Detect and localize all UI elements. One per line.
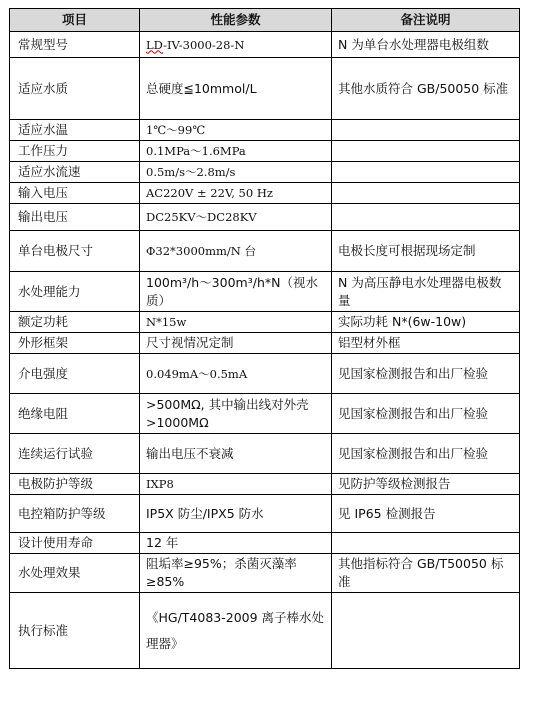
- row-item: 单台电极尺寸: [10, 231, 140, 272]
- row-note: N 为单台水处理器电极组数: [332, 32, 520, 58]
- row-note: N 为高压静电水处理器电极数量: [332, 272, 520, 312]
- row-item: 连续运行试验: [10, 434, 140, 474]
- table-row: [10, 32, 520, 58]
- header-param: 性能参数: [140, 9, 332, 32]
- row-note: [332, 120, 520, 141]
- row-note: [332, 204, 520, 231]
- row-item: 水处理能力: [10, 272, 140, 312]
- row-item: 外形框架: [10, 333, 140, 354]
- row-note: [332, 162, 520, 183]
- table-row: [10, 394, 520, 434]
- row-note: [332, 593, 520, 669]
- row-item: 电控箱防护等级: [10, 495, 140, 533]
- row-note: 见国家检测报告和出厂检验: [332, 354, 520, 394]
- row-note: 其他指标符合 GB/T50050 标准: [332, 554, 520, 593]
- table-row: [10, 495, 520, 533]
- row-param: 0.049mA～0.5mA: [140, 354, 332, 394]
- row-param: IP5X 防尘/IPX5 防水: [140, 495, 332, 533]
- row-note: [332, 183, 520, 204]
- table-row: [10, 333, 520, 354]
- row-note: [332, 533, 520, 554]
- table-row: [10, 120, 520, 141]
- row-param: 阻垢率≥95%；杀菌灭藻率≥85%: [140, 554, 332, 593]
- table-row: [10, 554, 520, 593]
- row-item: 输入电压: [10, 183, 140, 204]
- row-param: 0.5m/s～2.8m/s: [140, 162, 332, 183]
- row-param: AC220V ± 22V, 50 Hz: [140, 183, 332, 204]
- row-param: 尺寸视情况定制: [140, 333, 332, 354]
- row-param: 100m³/h～300m³/h*N（视水质）: [140, 272, 332, 312]
- row-item: 适应水温: [10, 120, 140, 141]
- table-row: [10, 312, 520, 333]
- table-row: [10, 141, 520, 162]
- table-row: [10, 231, 520, 272]
- row-note: 见国家检测报告和出厂检验: [332, 434, 520, 474]
- row-item: 输出电压: [10, 204, 140, 231]
- header-note: 备注说明: [332, 9, 520, 32]
- row-item: 设计使用寿命: [10, 533, 140, 554]
- row-item: 常规型号: [10, 32, 140, 58]
- row-param: 1℃～99℃: [140, 120, 332, 141]
- table-row: [10, 272, 520, 312]
- row-param: 12 年: [140, 533, 332, 554]
- table-row: [10, 474, 520, 495]
- header-item: 项目: [10, 9, 140, 32]
- row-item: 额定功耗: [10, 312, 140, 333]
- row-param: IXP8: [140, 474, 332, 495]
- row-item: 绝缘电阻: [10, 394, 140, 434]
- row-note: [332, 141, 520, 162]
- table-row: [10, 533, 520, 554]
- table-row: [10, 354, 520, 394]
- row-note: 见 IP65 检测报告: [332, 495, 520, 533]
- table-row: [10, 162, 520, 183]
- row-param: Φ32*3000mm/N 台: [140, 231, 332, 272]
- spec-table: [9, 8, 520, 669]
- row-param: >500MΩ, 其中输出线对外壳>1000MΩ: [140, 394, 332, 434]
- header-row: [10, 9, 520, 32]
- row-item: 水处理效果: [10, 554, 140, 593]
- row-param: 0.1MPa～1.6MPa: [140, 141, 332, 162]
- row-note: 见国家检测报告和出厂检验: [332, 394, 520, 434]
- row-note: 实际功耗 N*(6w-10w): [332, 312, 520, 333]
- table-row: [10, 434, 520, 474]
- row-item: 工作压力: [10, 141, 140, 162]
- row-item: 电极防护等级: [10, 474, 140, 495]
- row-note: 铝型材外框: [332, 333, 520, 354]
- table-row: [10, 183, 520, 204]
- row-param: 《HG/T4083-2009 离子棒水处理器》: [140, 593, 332, 669]
- model-prefix: LD: [146, 37, 164, 52]
- model-suffix: -IV-3000-28-N: [163, 37, 245, 52]
- row-item: 适应水质: [10, 58, 140, 120]
- table-row: [10, 58, 520, 120]
- table-row: [10, 593, 520, 669]
- row-param: DC25KV～DC28KV: [140, 204, 332, 231]
- row-item: 适应水流速: [10, 162, 140, 183]
- row-param: N*15w: [140, 312, 332, 333]
- row-note: 见防护等级检测报告: [332, 474, 520, 495]
- table-row: [10, 204, 520, 231]
- row-param: 输出电压不衰减: [140, 434, 332, 474]
- row-note: 电极长度可根据现场定制: [332, 231, 520, 272]
- row-item: 介电强度: [10, 354, 140, 394]
- row-note: 其他水质符合 GB/50050 标准: [332, 58, 520, 120]
- row-param: 总硬度≦10mmol/L: [140, 58, 332, 120]
- row-item: 执行标准: [10, 593, 140, 669]
- row-param: [140, 32, 332, 58]
